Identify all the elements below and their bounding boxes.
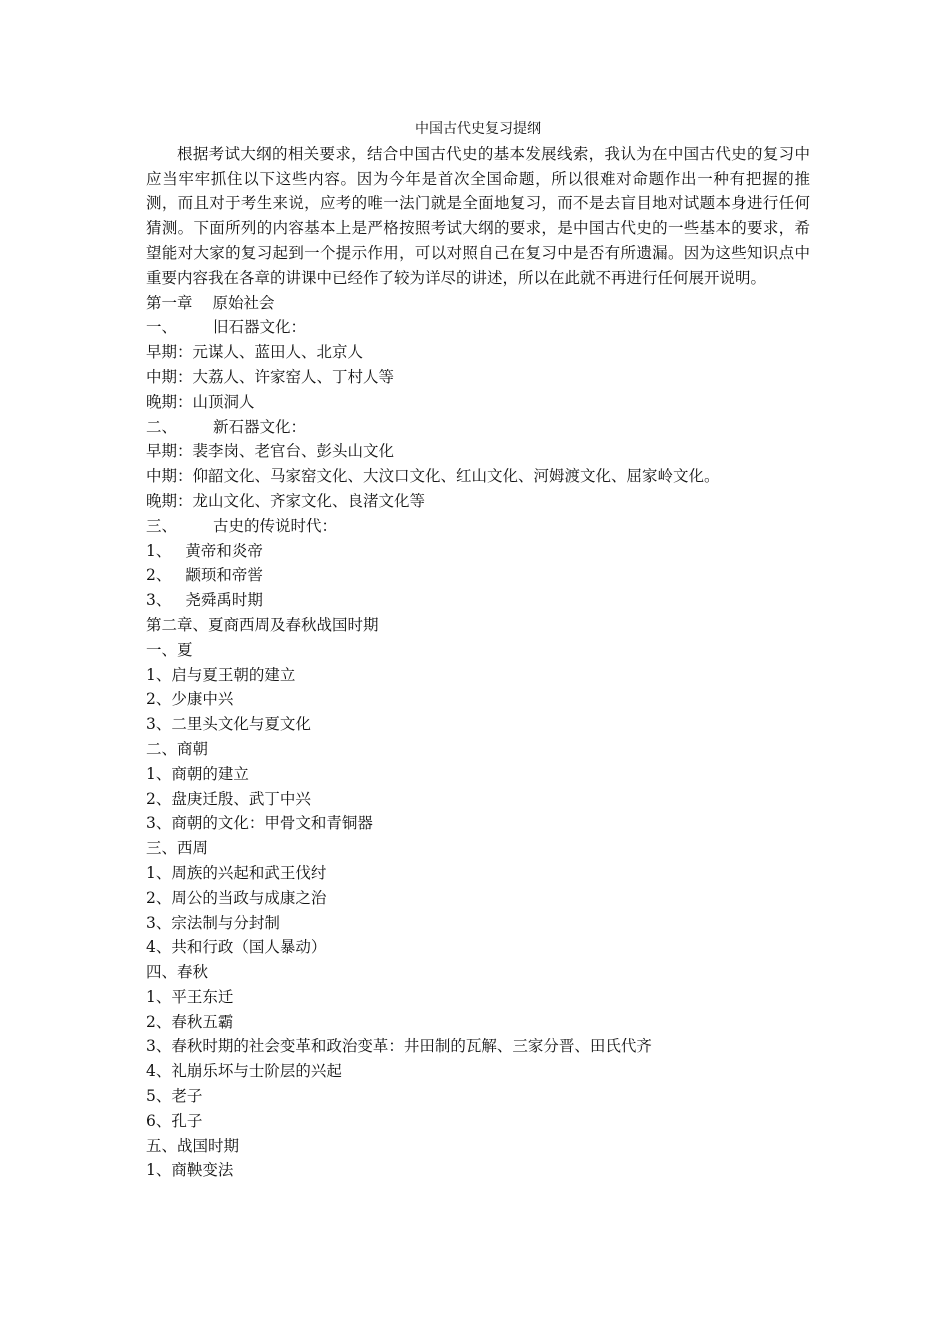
list-item: 早期：元谋人、蓝田人、北京人: [146, 343, 364, 362]
list-item: 3、商朝的文化：甲骨文和青铜器: [146, 814, 373, 833]
section-heading: [146, 514, 810, 539]
section-number: 三、: [146, 516, 178, 535]
document-title: 中国古代史复习提纲: [415, 121, 541, 137]
section-name: 新石器文化：: [213, 417, 307, 436]
chapter-heading: [146, 291, 810, 316]
chapter-name: 原始社会: [212, 293, 275, 312]
list-item: 3、二里头文化与夏文化: [146, 715, 311, 734]
list-item: 1、平王东迁: [146, 987, 234, 1006]
section-number: 一、: [146, 318, 178, 337]
list-item: 1、启与夏王朝的建立: [146, 665, 296, 684]
list-item: [146, 588, 810, 613]
section-heading: 二、商朝: [146, 739, 209, 758]
list-item: [146, 563, 810, 588]
section-name: 旧石器文化：: [213, 318, 307, 337]
list-item: 6、孔子: [146, 1111, 203, 1130]
section-name: 古史的传说时代：: [213, 516, 338, 535]
intro-paragraph: 根据考试大纲的相关要求，结合中国古代史的基本发展线索，我认为在中国古代史的复习中应当牢牢抓住以下这些内容。因为今年是首次全国命题，所以很难对命题作出一种有把握的推测，而且对于考生来说，应考的唯一法门就是全面地复习，而不是去盲目地对试题本身进行任何猜测。下面所列的内容基本上是严格按照考试大纲的要求，是中国古代史的一些基本的要求，希望能对大家的复习起到一个提示作用，可以对照自己在复习中是否有所遗漏。因为这些知识点中重要内容我在各章的讲课中已经作了较为详尽的讲述，所以在此就不再进行任何展开说明。: [146, 144, 810, 287]
list-item: 2、周公的当政与成康之治: [146, 888, 327, 907]
item-text: 黄帝和炎帝: [185, 541, 263, 560]
item-text: 颛顼和帝喾: [185, 566, 263, 585]
section-heading: 五、战国时期: [146, 1136, 240, 1155]
list-item: 3、春秋时期的社会变革和政治变革：井田制的瓦解、三家分晋、田氏代齐: [146, 1037, 652, 1056]
item-number: 3、: [146, 591, 172, 610]
section-heading: 三、西周: [146, 839, 209, 858]
list-item: 中期：仰韶文化、马家窑文化、大汶口文化、红山文化、河姆渡文化、屈家岭文化。: [146, 467, 720, 486]
section-heading: [146, 315, 810, 340]
list-item: 晚期：龙山文化、齐家文化、良渚文化等: [146, 491, 426, 510]
list-item: 2、春秋五霸: [146, 1012, 234, 1031]
list-item: 2、盘庚迁殷、武丁中兴: [146, 789, 311, 808]
list-item: 中期：大荔人、许家窑人、丁村人等: [146, 367, 395, 386]
list-item: 1、商鞅变法: [146, 1161, 234, 1180]
chapter-heading: 第二章、夏商西周及春秋战国时期: [146, 615, 379, 634]
list-item: [146, 539, 810, 564]
item-text: 尧舜禹时期: [185, 591, 263, 610]
section-heading: 四、春秋: [146, 963, 209, 982]
list-item: 2、少康中兴: [146, 690, 234, 709]
list-item: 4、礼崩乐坏与士阶层的兴起: [146, 1062, 342, 1081]
section-number: 二、: [146, 417, 178, 436]
section-heading: 一、夏: [146, 640, 193, 659]
chapter-number: 第一章: [146, 293, 193, 312]
document-page: [146, 117, 810, 1183]
list-item: 1、商朝的建立: [146, 764, 249, 783]
list-item: 4、共和行政（国人暴动）: [146, 938, 327, 957]
list-item: 3、宗法制与分封制: [146, 913, 280, 932]
list-item: 1、周族的兴起和武王伐纣: [146, 863, 327, 882]
list-item: 晚期：山顶洞人: [146, 392, 255, 411]
list-item: 5、老子: [146, 1087, 203, 1106]
list-item: 早期：裴李岗、老官台、彭头山文化: [146, 442, 395, 461]
item-number: 2、: [146, 566, 172, 585]
item-number: 1、: [146, 541, 172, 560]
section-heading: [146, 415, 810, 440]
